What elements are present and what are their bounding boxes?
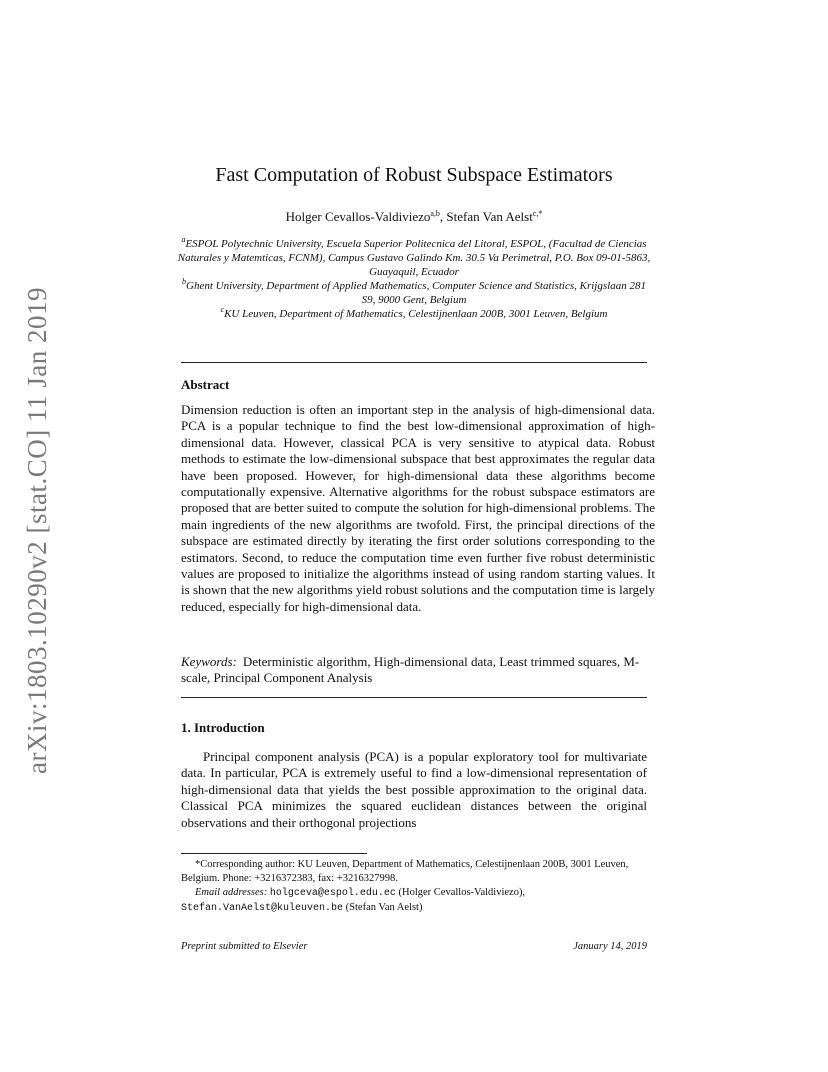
author-name: Stefan Van Aelst	[446, 209, 533, 224]
email-footnote	[181, 886, 655, 901]
footer-preprint-note: Preprint submitted to Elsevier	[181, 941, 308, 952]
paper-title: Fast Computation of Robust Subspace Estimators	[215, 164, 613, 186]
affiliation-text: KU Leuven, Department of Mathematics, Celestijnenlaan 200B, 3001 Leuven, Belgium	[224, 308, 608, 320]
keywords-label: Keywords:	[181, 654, 237, 669]
author-affiliation-marks: c,*	[532, 209, 543, 218]
abstract-heading: Abstract	[181, 377, 230, 392]
affiliation-list	[175, 237, 653, 321]
corresponding-author-footnote: *Corresponding author: KU Leuven, Department of Mathematics, Celestijnenlaan 200B, 3001 Leuven, Belgium. Phone: +3216372383, fax: +3216327998.	[181, 859, 629, 884]
author-list	[150, 209, 678, 225]
email-owner: (Holger Cevallos-Valdiviezo),	[395, 887, 526, 898]
affiliation-text: ESPOL Polytechnic University, Escuela Superior Politecnica del Litoral, ESPOL, (Facultad de Ciencias Naturales y Matemticas, FCNM), Campus Gustavo Galindo Km. 30.5 Va Perimetral, P.O. Box 09-01-5863, Guayaquil, Ecuador	[177, 238, 651, 278]
abstract-bottom-rule	[181, 697, 647, 698]
footnote-rule	[181, 853, 367, 854]
affiliation-mark: c	[220, 305, 225, 314]
affiliation-text: Ghent University, Department of Applied Mathematics, Computer Science and Statistics, Krijgslaan 281 S9, 9000 Gent, Belgium	[186, 280, 646, 306]
email-owner: (Stefan Van Aelst)	[343, 902, 423, 913]
abstract-text: Dimension reduction is often an important step in the analysis of high-dimensional data. PCA is a popular technique to find the best low-dimensional approximation of high-dimensional data. However, classical PCA is very sensitive to atypical data. Robust methods to estimate the low-dimensional subspace that best approximates the regular data have been proposed. However, for high-dimensional data these algorithms become computationally expensive. Alternative algorithms for the robust subspace estimators are proposed that are better suited to compute the solution for high-dimensional problems. The main ingredients of the new algorithms are twofold. First, the principal directions of the subspace are estimated directly by iterating the first order solutions corresponding to the estimators. Second, to reduce the computation time even further five robust deterministic values are proposed to initialize the algorithms instead of using random starting values. It is shown that the new algorithms yield robust solutions and the computation time is largely reduced, especially for high-dimensional data.	[181, 402, 655, 614]
keywords-text: Deterministic algorithm, High-dimensional data, Least trimmed squares, M-scale, Principal Component Analysis	[181, 654, 640, 686]
email-label: Email addresses:	[195, 887, 268, 898]
arxiv-identifier-stamp	[12, 286, 62, 774]
email-footnote-cont	[181, 901, 655, 916]
email-link[interactable]: Stefan.VanAelst@kuleuven.be	[181, 903, 344, 914]
section-paragraph: Principal component analysis (PCA) is a popular exploratory tool for multivariate data. In particular, PCA is extremely useful to find a low-dimensional representation of high-dimensional data that yields the best possible approximation to the original data. Classical PCA minimizes the squared euclidean distances between the original observations and their orthogonal projections	[181, 749, 647, 830]
author-affiliation-marks: a,b	[430, 209, 440, 218]
footer-date: January 14, 2019	[573, 941, 647, 952]
author-separator: ,	[439, 209, 447, 224]
arxiv-identifier-text: arXiv:1803.10290v2 [stat.CO] 11 Jan 2019	[21, 286, 52, 774]
affiliation	[175, 279, 653, 307]
affiliation	[175, 307, 653, 321]
section-heading: 1. Introduction	[181, 720, 265, 735]
affiliation-mark: b	[182, 277, 187, 286]
email-link[interactable]: holgceva@espol.edu.ec	[269, 888, 396, 899]
author-name: Holger Cevallos-Valdiviezo	[285, 209, 431, 224]
affiliation	[175, 237, 653, 279]
abstract-top-rule	[181, 362, 647, 363]
affiliation-mark: a	[181, 235, 186, 244]
keywords	[181, 654, 647, 687]
footnotes	[181, 858, 655, 916]
